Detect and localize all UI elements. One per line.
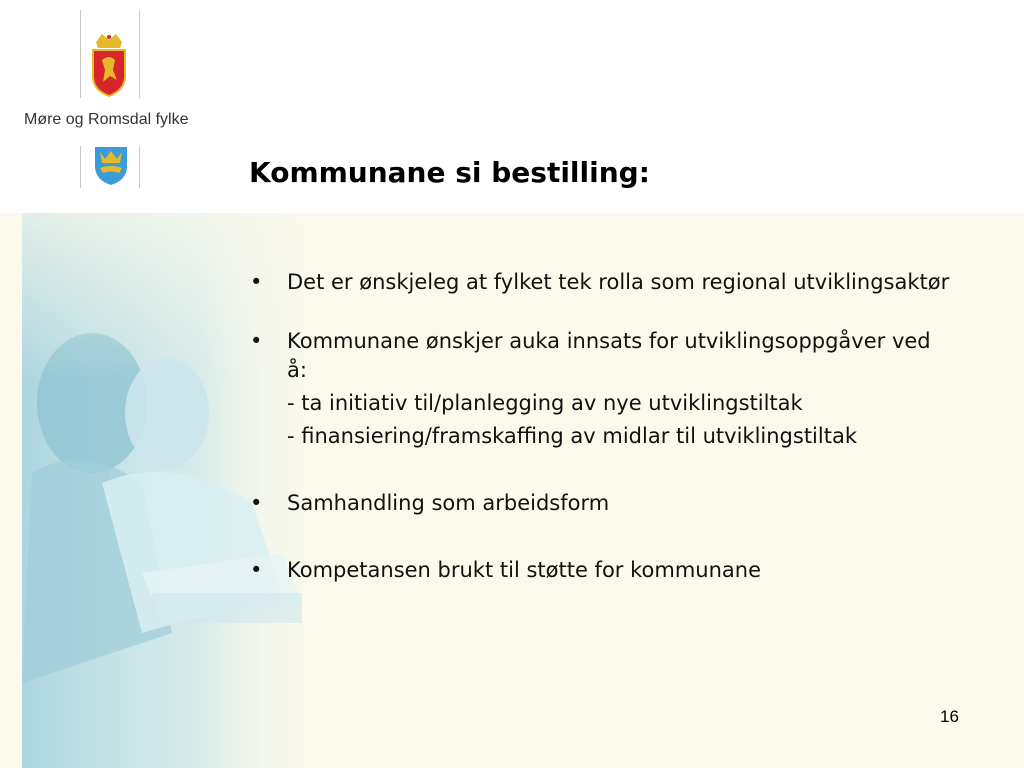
bullet-text: Samhandling som arbeidsform [287,491,610,515]
logo-divider-left [80,10,81,98]
county-coat-of-arms-icon [94,146,128,186]
bullet-marker: • [250,558,263,582]
county-logo [0,0,230,200]
bullet-item [250,268,950,297]
bullet-text: Det er ønskjeleg at fylket tek rolla som regional utviklingsaktør [287,270,950,294]
slide-content [250,268,950,585]
sub-item: - finansiering/framskaffing av midlar til utviklingstiltak [287,424,857,448]
sub-item: - ta initiativ til/planlegging av nye utviklingstiltak [287,391,803,415]
bullet-text: Kommunane ønskjer auka innsats for utviklingsoppgåver ved å: [287,329,931,382]
logo-divider-right-lower [139,146,140,188]
bullet-item [250,489,950,518]
bullet-marker: • [250,270,263,294]
bullet-item [250,327,950,385]
slide-title: Kommunane si bestilling: [249,156,650,189]
bullet-text: Kompetansen brukt til støtte for kommunane [287,558,761,582]
bullet-item [250,556,950,585]
norway-coat-of-arms-icon [88,32,130,98]
logo-divider-left-lower [80,146,81,188]
bullet-marker: • [250,329,263,353]
logo-divider-right [139,10,140,98]
page-number: 16 [940,707,959,726]
organization-name: Møre og Romsdal fylke [24,111,189,128]
bullet-marker: • [250,491,263,515]
